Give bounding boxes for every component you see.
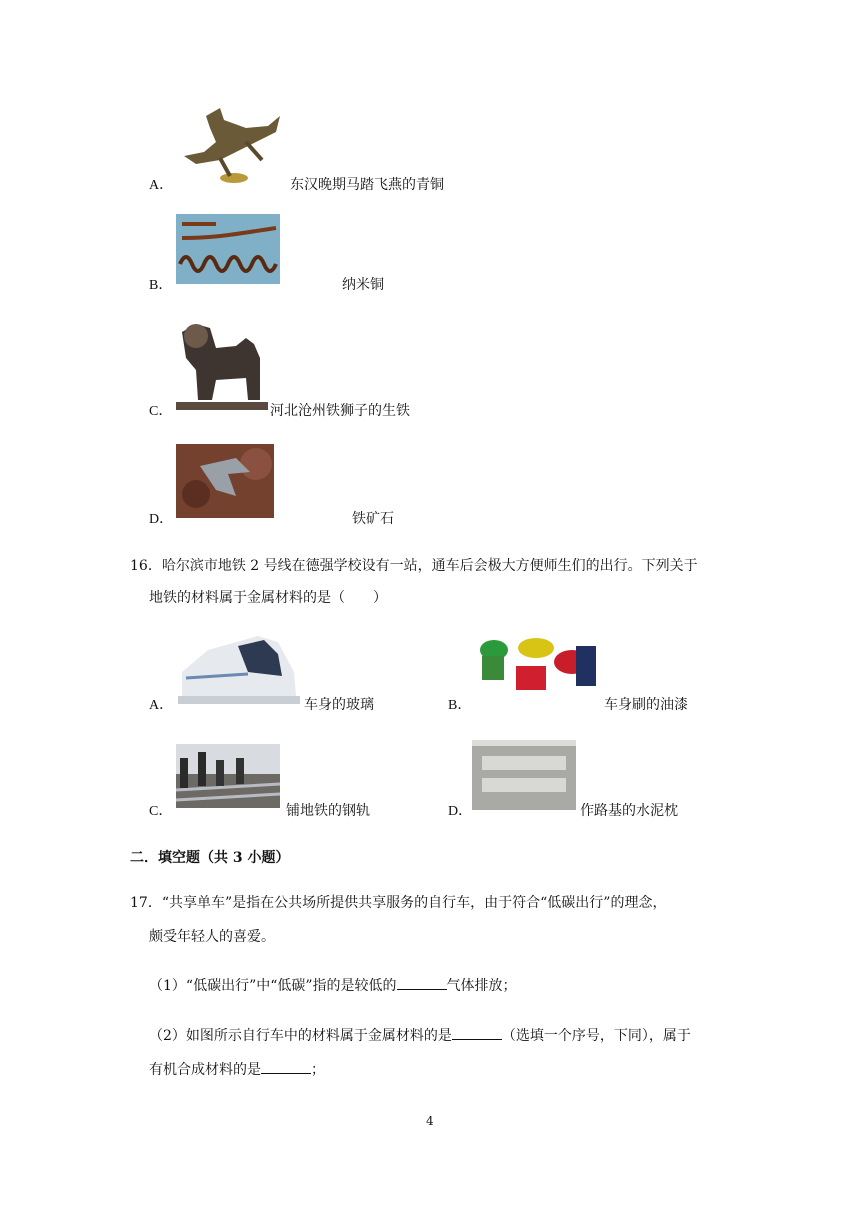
option-letter: C．	[149, 804, 173, 819]
sub1-text-b: 气体排放；	[446, 978, 517, 994]
option-letter: D．	[149, 512, 174, 527]
question-16-line1: 16．哈尔滨市地铁 2 号线在德强学校设有一站，通车后会极大方便师生们的出行。下列关于	[130, 558, 698, 574]
answer-blank-2[interactable]	[452, 1025, 502, 1040]
answer-blank-3[interactable]	[261, 1059, 311, 1074]
option-caption: 铺地铁的钢轨	[286, 803, 370, 819]
sub1-text-a: （1）“低碳出行”中“低碳”指的是较低的	[149, 978, 397, 994]
option-caption: 作路基的水泥枕	[580, 803, 678, 819]
question-17-sub2	[149, 1025, 691, 1045]
option-caption: 纳米铜	[342, 277, 384, 293]
question-17-sub1	[149, 975, 517, 995]
option-letter: C．	[149, 404, 173, 419]
question-17-line1: 17．“共享单车”是指在公共场所提供共享服务的自行车，由于符合“低碳出行”的理念，	[130, 895, 667, 911]
page-number: 4	[426, 1114, 434, 1128]
sub2-line2-text: 有机合成材料的是	[149, 1062, 261, 1078]
section-title: 二．填空题（共 3 小题）	[130, 850, 290, 866]
iron-ore-image	[176, 444, 274, 518]
question-16-line2: 地铁的材料属于金属材料的是（ ）	[149, 590, 387, 606]
option-letter: A．	[149, 178, 174, 193]
bronze-horse-image	[176, 98, 288, 188]
paint-image	[476, 636, 598, 696]
answer-blank-1[interactable]	[397, 975, 447, 990]
option-caption: 车身刷的油漆	[604, 697, 688, 713]
question-17-line2: 颇受年轻人的喜爱。	[149, 929, 275, 945]
option-caption: 车身的玻璃	[304, 697, 374, 713]
option-letter: D．	[448, 804, 473, 819]
sub2-end-text: ；	[311, 1062, 325, 1078]
iron-lion-image	[176, 318, 268, 410]
option-letter: B．	[448, 698, 472, 713]
question-17-sub2-line2	[149, 1059, 325, 1079]
sub2-text-a: （2）如图所示自行车中的材料属于金属材料的是	[149, 1028, 452, 1044]
train-glass-image	[178, 632, 300, 704]
cement-sleeper-image	[472, 740, 576, 810]
option-letter: A．	[149, 698, 174, 713]
option-caption: 河北沧州铁狮子的生铁	[270, 403, 410, 419]
nano-copper-wire-image	[176, 214, 280, 284]
steel-rail-image	[176, 744, 280, 808]
option-caption: 东汉晚期马踏飞燕的青铜	[290, 177, 444, 193]
option-caption: 铁矿石	[352, 511, 394, 527]
option-letter: B．	[149, 278, 173, 293]
sub2-text-b: （选填一个序号，下同），属于	[501, 1028, 691, 1044]
